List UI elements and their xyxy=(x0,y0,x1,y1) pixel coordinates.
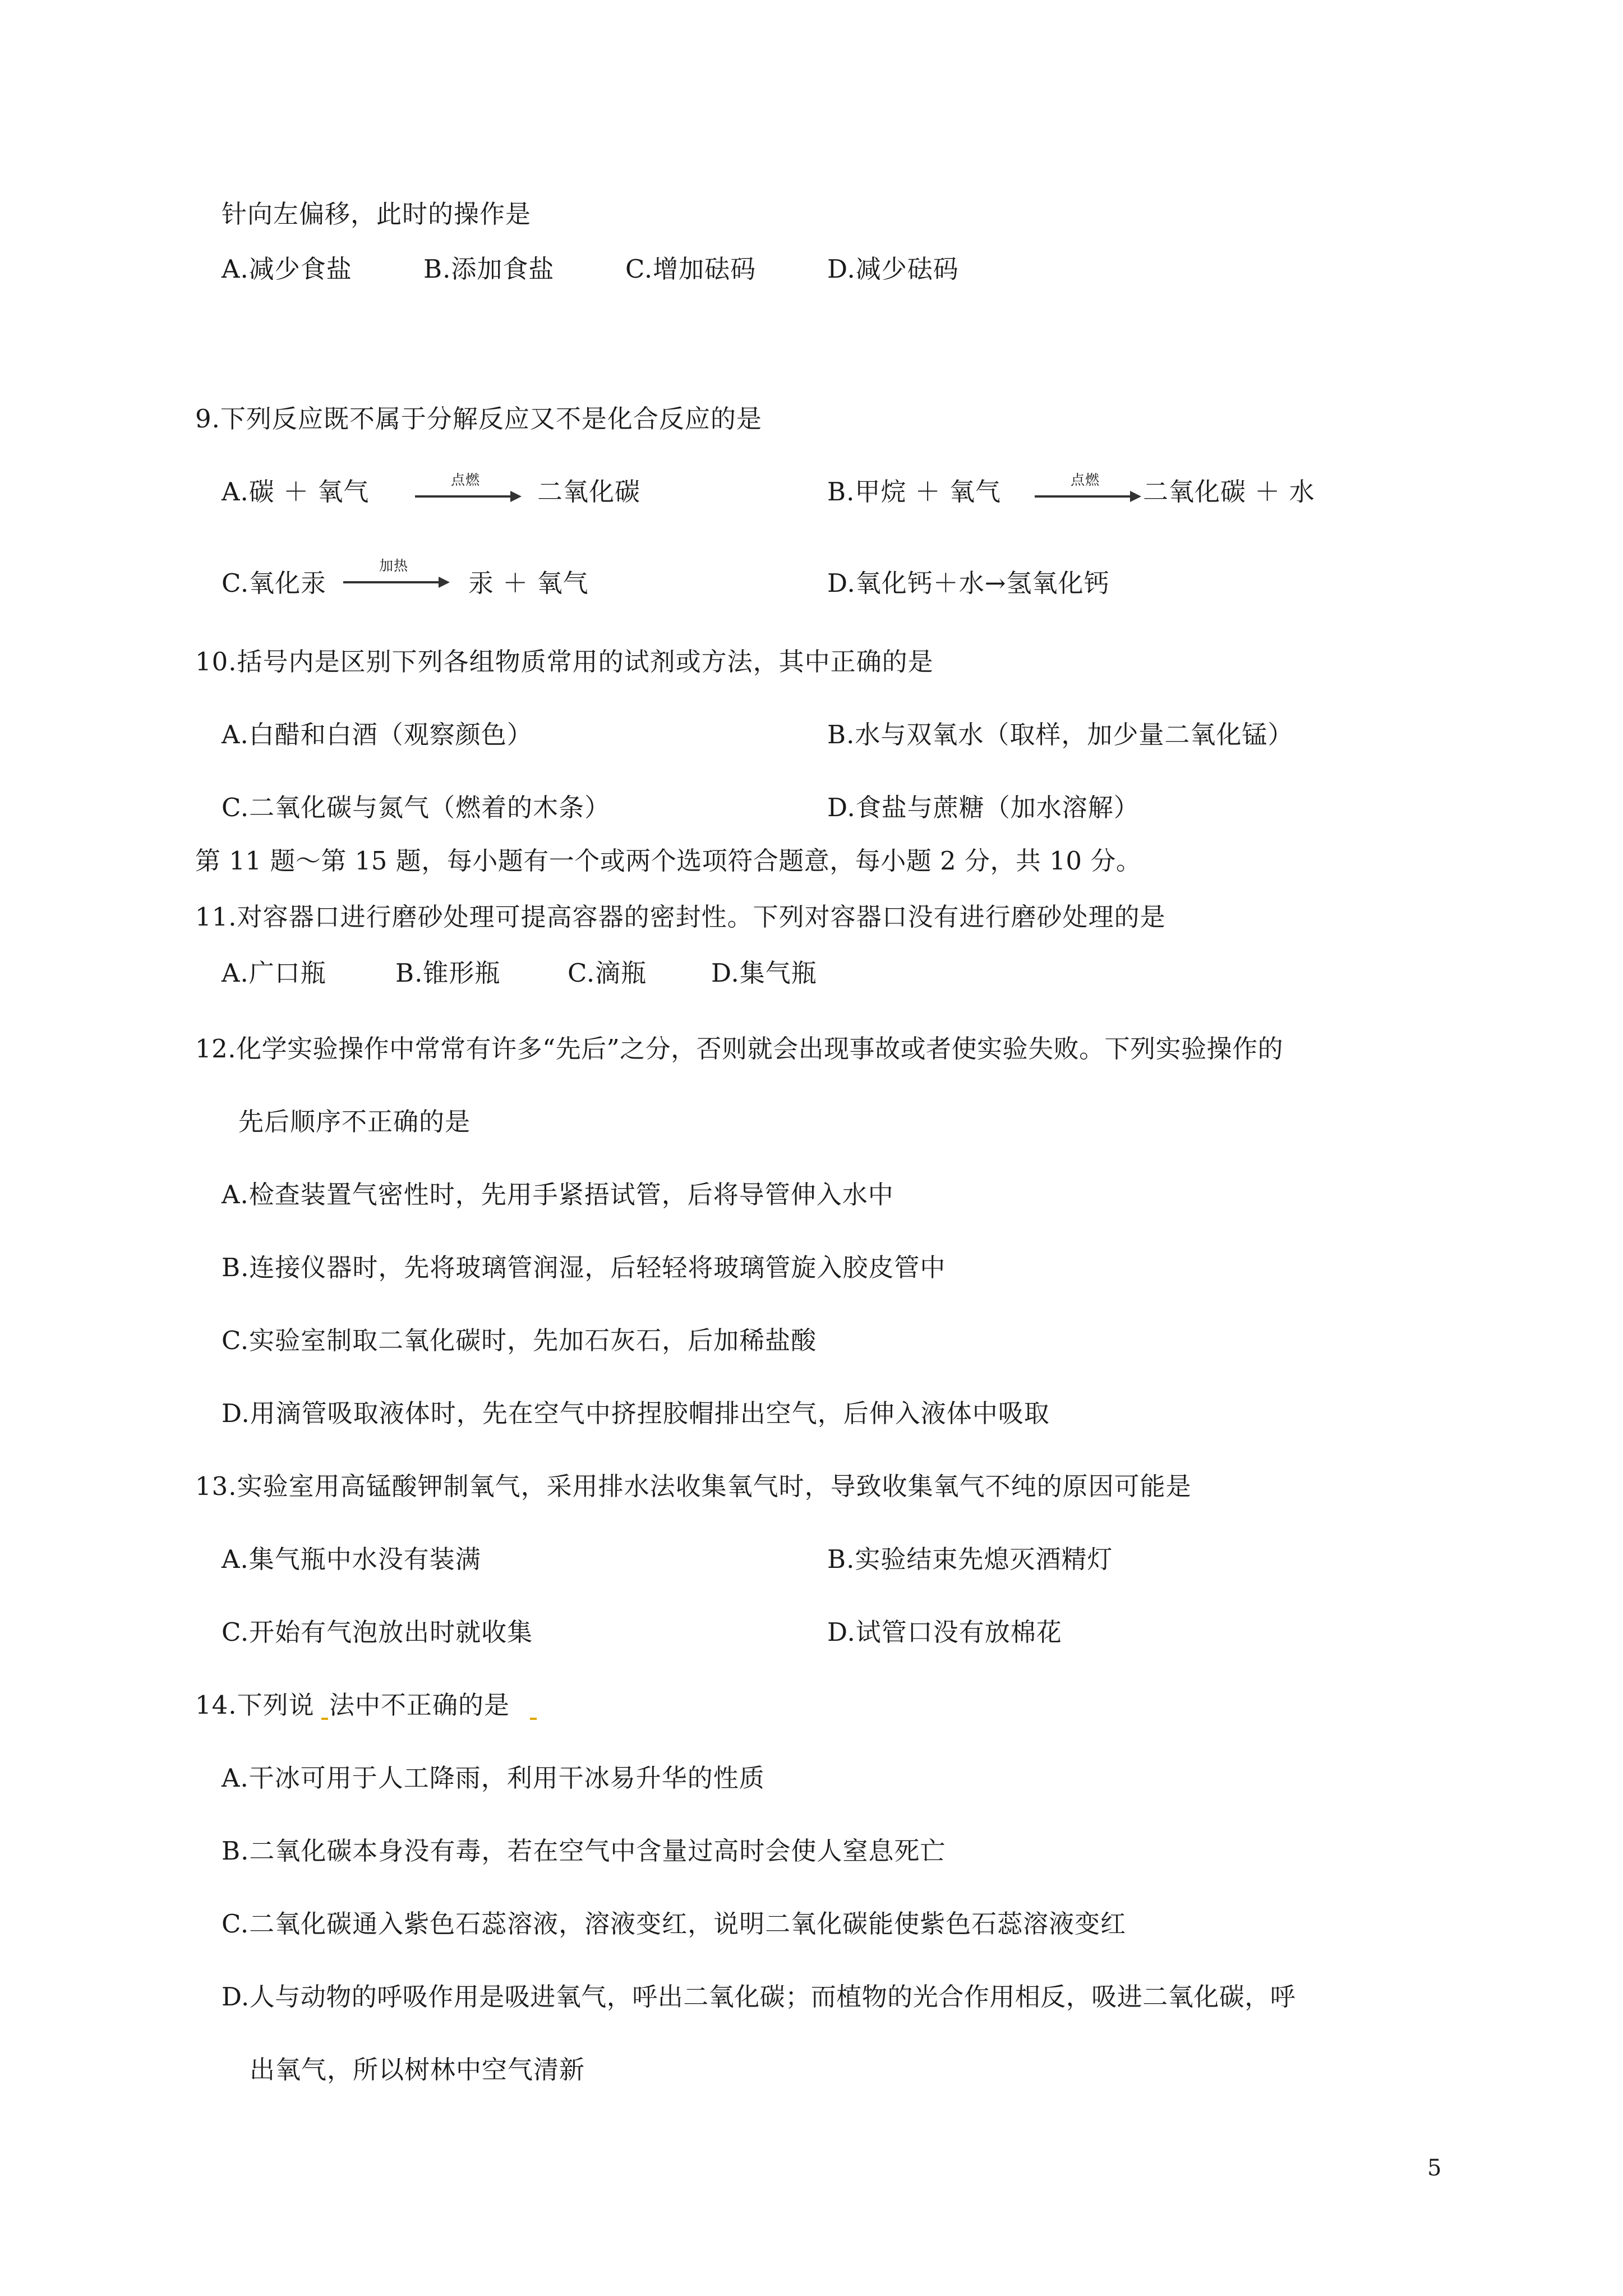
q14-option-d-line2: 出氧气，所以树林中空气清新 xyxy=(250,2055,585,2085)
q8-option-d: D.减少砝码 xyxy=(827,254,959,284)
q14-option-c: C.二氧化碳通入紫色石蕊溶液，溶液变红，说明二氧化碳能使紫色石蕊溶液变红 xyxy=(222,1909,1127,1939)
q9-option-a-product: 二氧化碳 xyxy=(537,477,641,507)
arrow-head-icon xyxy=(439,577,450,588)
q13-option-c: C.开始有气泡放出时就收集 xyxy=(222,1617,533,1647)
q10-option-c: C.二氧化碳与氮气（燃着的木条） xyxy=(222,793,611,822)
section-instruction: 第 11 题～第 15 题，每小题有一个或两个选项符合题意，每小题 2 分，共 10 分。 xyxy=(195,846,1142,876)
page-number: 5 xyxy=(1427,2155,1442,2181)
edit-mark xyxy=(530,1718,537,1720)
q8-option-c: C.增加砝码 xyxy=(625,254,757,284)
q14-stem-part1: 14.下列说 xyxy=(195,1690,315,1720)
arrow-line xyxy=(1035,495,1133,498)
q13-option-b: B.实验结束先熄灭酒精灯 xyxy=(827,1544,1113,1574)
q14-stem-part2: 法中不正确的是 xyxy=(329,1690,510,1720)
q9-option-c-arrow xyxy=(343,558,450,595)
q9-option-b-condition: 点燃 xyxy=(1070,472,1100,488)
q13-option-a: A.集气瓶中水没有装满 xyxy=(222,1544,481,1574)
q8-option-b: B.添加食盐 xyxy=(423,254,555,284)
q13-stem: 13.实验室用高锰酸钾制氧气，采用排水法收集氧气时，导致收集氧气不纯的原因可能是 xyxy=(195,1471,1192,1501)
q9-option-d: D.氧化钙＋水→氢氧化钙 xyxy=(827,568,1110,598)
arrow-head-icon xyxy=(1130,491,1141,502)
q12-option-b: B.连接仪器时，先将玻璃管润湿，后轻轻将玻璃管旋入胶皮管中 xyxy=(222,1253,946,1282)
q11-option-d: D.集气瓶 xyxy=(711,958,817,988)
q9-option-b-products: 二氧化碳 ＋ 水 xyxy=(1143,477,1315,507)
arrow-line xyxy=(343,581,442,583)
q8-stem-continued: 针向左偏移，此时的操作是 xyxy=(222,199,532,229)
q10-option-a: A.白醋和白酒（观察颜色） xyxy=(222,720,533,749)
q14-option-b: B.二氧化碳本身没有毒，若在空气中含量过高时会使人窒息死亡 xyxy=(222,1836,946,1866)
q9-option-b-arrow xyxy=(1035,472,1141,509)
q12-stem-line1: 12.化学实验操作中常常有许多“先后”之分，否则就会出现事故或者使实验失败。下列实验操作的 xyxy=(195,1034,1284,1064)
arrow-head-icon xyxy=(510,491,522,502)
q9-option-c-products: 汞 ＋ 氧气 xyxy=(468,568,589,598)
q11-option-a: A.广口瓶 xyxy=(222,958,326,988)
q9-stem: 9.下列反应既不属于分解反应又不是化合反应的是 xyxy=(195,404,762,434)
q9-option-a-reactants: A.碳 ＋ 氧气 xyxy=(222,477,370,507)
q11-stem: 11.对容器口进行磨砂处理可提高容器的密封性。下列对容器口没有进行磨砂处理的是 xyxy=(195,902,1166,932)
q11-option-b: B.锥形瓶 xyxy=(395,958,501,988)
arrow-line xyxy=(415,495,514,498)
q13-option-d: D.试管口没有放棉花 xyxy=(827,1617,1062,1647)
q11-option-c: C.滴瓶 xyxy=(568,958,647,988)
q10-stem: 10.括号内是区别下列各组物质常用的试剂或方法，其中正确的是 xyxy=(195,647,934,677)
q12-option-c: C.实验室制取二氧化碳时，先加石灰石，后加稀盐酸 xyxy=(222,1326,817,1355)
edit-mark xyxy=(321,1718,328,1720)
q9-option-c-reactant: C.氧化汞 xyxy=(222,568,327,598)
q8-option-a: A.减少食盐 xyxy=(222,254,352,284)
q12-stem-line2: 先后顺序不正确的是 xyxy=(238,1107,471,1137)
q10-option-b: B.水与双氧水（取样，加少量二氧化锰） xyxy=(827,720,1294,749)
q9-option-c-condition: 加热 xyxy=(379,558,408,574)
q12-option-d: D.用滴管吸取液体时，先在空气中挤捏胶帽排出空气，后伸入液体中吸取 xyxy=(222,1398,1050,1428)
q10-option-d: D.食盐与蔗糖（加水溶解） xyxy=(827,793,1140,822)
q9-option-a-arrow xyxy=(415,472,522,509)
q14-option-a: A.干冰可用于人工降雨，利用干冰易升华的性质 xyxy=(222,1763,765,1793)
q12-option-a: A.检查装置气密性时，先用手紧捂试管，后将导管伸入水中 xyxy=(222,1180,894,1209)
q9-option-b-reactants: B.甲烷 ＋ 氧气 xyxy=(827,477,1001,507)
q9-option-a-condition: 点燃 xyxy=(450,472,480,488)
q14-option-d-line1: D.人与动物的呼吸作用是吸进氧气，呼出二氧化碳；而植物的光合作用相反，吸进二氧化碳，呼 xyxy=(222,1982,1296,2012)
